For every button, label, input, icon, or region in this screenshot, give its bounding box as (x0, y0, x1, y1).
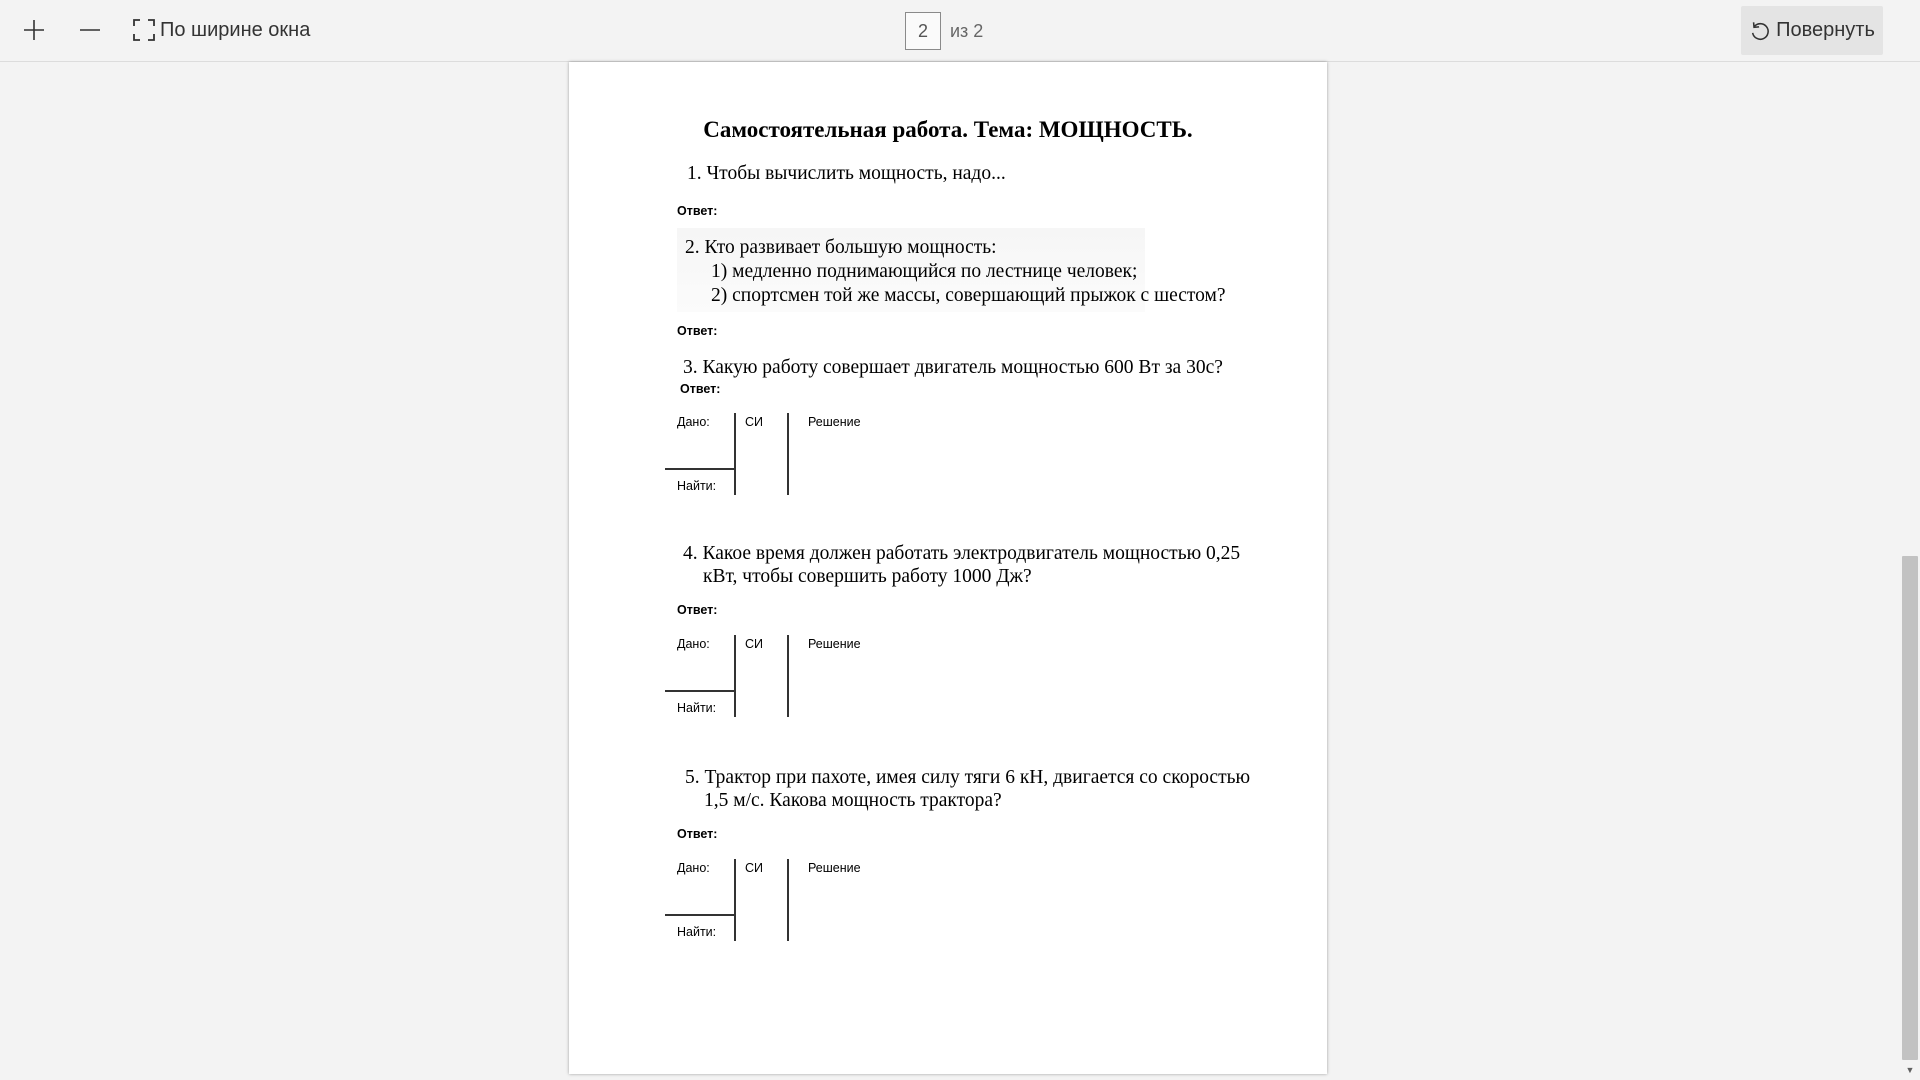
given-label: Дано: (677, 637, 710, 651)
grid-divider (787, 413, 789, 495)
question-5-line-1: 5. Трактор при пахоте, имея силу тяги 6 кН, двигается со скоростью (685, 767, 1251, 788)
question-4-line-1: 4. Какое время должен работать электродвигатель мощностью 0,25 (683, 543, 1241, 564)
rotate-button[interactable] (1741, 6, 1883, 55)
solution-grid-3 (665, 413, 925, 503)
question-1: 1. Чтобы вычислить мощность, надо... (687, 163, 1006, 184)
solution-label: Решение (808, 415, 861, 429)
question-2-option-2: 2) спортсмен той же массы, совершающий прыжок с шестом? (711, 285, 1226, 306)
answer-label-3: Ответ: (680, 382, 721, 396)
si-label: СИ (745, 637, 764, 651)
solution-grid-4 (665, 635, 925, 725)
find-label: Найти: (677, 479, 717, 493)
given-label: Дано: (677, 415, 710, 429)
grid-divider (734, 859, 736, 941)
answer-label-4: Ответ: (677, 603, 718, 617)
si-label: СИ (745, 861, 764, 875)
question-2: 2. Кто развивает большую мощность: (685, 237, 997, 258)
grid-divider (665, 468, 735, 470)
question-4-line-2: кВт, чтобы совершить работу 1000 Дж? (703, 566, 1032, 587)
page-number-input[interactable] (905, 12, 941, 50)
question-2-option-1: 1) медленно поднимающийся по лестнице человек; (711, 261, 1138, 282)
question-3: 3. Какую работу совершает двигатель мощностью 600 Вт за 30с? (683, 357, 1223, 378)
answer-label-1: Ответ: (677, 204, 718, 218)
grid-divider (787, 859, 789, 941)
page-total-label: из 2 (950, 20, 984, 41)
plus-icon (22, 18, 46, 42)
toolbar (0, 0, 1920, 62)
fit-width-icon (132, 18, 156, 42)
question-5-line-2: 1,5 м/с. Какова мощность трактора? (704, 790, 1002, 811)
solution-grid-5 (665, 859, 925, 949)
grid-divider (734, 635, 736, 717)
zoom-out-button[interactable] (70, 10, 110, 50)
fit-width-label: По ширине окна (160, 18, 311, 41)
find-label: Найти: (677, 701, 717, 715)
document-page (569, 62, 1327, 1074)
answer-label-2: Ответ: (677, 324, 718, 338)
page-navigator (905, 11, 983, 51)
minus-icon (78, 18, 102, 42)
grid-divider (787, 635, 789, 717)
given-label: Дано: (677, 861, 710, 875)
rotate-label: Повернуть (1776, 19, 1875, 41)
scrollbar-thumb[interactable] (1902, 556, 1918, 1060)
page-title: Самостоятельная работа. Тема: МОЩНОСТЬ. (703, 117, 1193, 142)
find-label: Найти: (677, 925, 717, 939)
rotate-icon (1749, 20, 1771, 42)
answer-label-5: Ответ: (677, 827, 718, 841)
chevron-down-icon[interactable]: ▼ (1905, 1065, 1915, 1075)
solution-label: Решение (808, 637, 861, 651)
grid-divider (665, 690, 735, 692)
fit-width-button[interactable] (132, 10, 322, 50)
si-label: СИ (745, 415, 764, 429)
grid-divider (734, 413, 736, 495)
zoom-in-button[interactable] (14, 10, 54, 50)
solution-label: Решение (808, 861, 861, 875)
grid-divider (665, 914, 735, 916)
